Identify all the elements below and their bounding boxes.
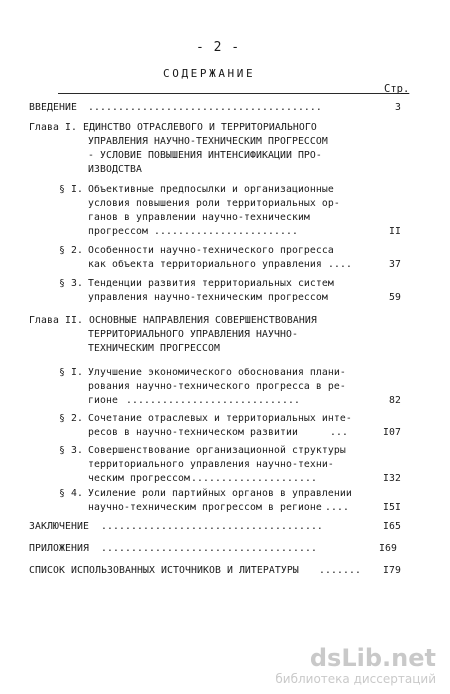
toc-page-number: II <box>389 226 401 237</box>
toc-page-number: 3 <box>395 102 401 113</box>
toc-entry-line: гионе <box>88 395 118 406</box>
section-marker: § 3. <box>59 445 83 456</box>
toc-entry-title: СПИСОК ИСПОЛЬЗОВАННЫХ ИСТОЧНИКОВ И ЛИТЕРАТУРЫ <box>29 565 299 576</box>
toc-entry-line: ганов в управлении научно-техническим <box>88 212 310 223</box>
toc-entry-line: Усиление роли партийных органов в управлении <box>88 488 352 499</box>
section-marker: § I. <box>59 184 83 195</box>
toc-entry-line: Особенности научно-технического прогресса <box>88 245 334 256</box>
toc-page-number: I07 <box>383 427 401 438</box>
toc-page-number: 59 <box>389 292 401 303</box>
toc-page-number: I65 <box>383 521 401 532</box>
toc-entry-line: ресов в научно-техническом развитии <box>88 427 298 438</box>
toc-entry-title: ПРИЛОЖЕНИЯ <box>29 543 89 554</box>
toc-entry-line: - УСЛОВИЕ ПОВЫШЕНИЯ ИНТЕНСИФИКАЦИИ ПРО- <box>88 150 322 161</box>
watermark <box>275 646 436 686</box>
toc-entry-line: Улучшение экономического обоснования плани- <box>88 367 346 378</box>
toc-entry-title: ЗАКЛЮЧЕНИЕ <box>29 521 89 532</box>
watermark-tagline: библиотека диссертаций <box>275 672 436 686</box>
toc-entry-line: Глава II. ОСНОВНЫЕ НАПРАВЛЕНИЯ СОВЕРШЕНСТВОВАНИЯ <box>29 315 317 326</box>
toc-page-number: 37 <box>389 259 401 270</box>
toc-entry-line: рования научно-технического прогресса в ре- <box>88 381 346 392</box>
toc-entry-line: ТЕРРИТОРИАЛЬНОГО УПРАВЛЕНИЯ НАУЧНО- <box>88 329 298 340</box>
toc-entry-line: ИЗВОДСТВА <box>88 164 142 175</box>
header-rule <box>58 93 401 94</box>
dot-leader: .... <box>328 259 352 270</box>
toc-entry-line: УПРАВЛЕНИЯ НАУЧНО-ТЕХНИЧЕСКИМ ПРОГРЕССОМ <box>88 136 328 147</box>
page-number: - 2 - <box>196 40 241 55</box>
section-marker: § 2. <box>59 413 83 424</box>
toc-page-number: I69 <box>379 543 397 554</box>
watermark-logo: dsLib.net <box>309 644 436 672</box>
section-marker: § I. <box>59 367 83 378</box>
toc-entry-line: ческим прогрессом <box>88 473 190 484</box>
toc-entry-line: Объективные предпосылки и организационные <box>88 184 334 195</box>
dot-leader: ..................................... <box>101 521 323 532</box>
dot-leader: .................................... <box>101 543 317 554</box>
section-marker: § 2. <box>59 245 83 256</box>
toc-entry-line: условия повышения роли территориальных ор- <box>88 198 340 209</box>
page-title: СОДЕРЖАНИЕ <box>163 67 256 80</box>
toc-page-number: I79 <box>383 565 401 576</box>
page-column-label: Стр. <box>384 83 410 95</box>
toc-entry-line: как объекта территориального управления <box>88 259 322 270</box>
toc-entry-line: научно-техническим прогрессом в регионе <box>88 502 322 513</box>
dot-leader: ............................. <box>126 395 300 406</box>
toc-entry-title: ВВЕДЕНИЕ <box>29 102 77 113</box>
toc-entry-line: Сочетание отраслевых и территориальных инте- <box>88 413 352 424</box>
toc-page-number: I5I <box>383 502 401 513</box>
toc-page-number: 82 <box>389 395 401 406</box>
toc-entry-line: территориального управления научно-техни- <box>88 459 334 470</box>
dot-leader: ..................... <box>191 473 317 484</box>
dot-leader: ....................................... <box>88 102 322 113</box>
toc-entry-line: Глава I. ЕДИНСТВО ОТРАСЛЕВОГО И ТЕРРИТОРИАЛЬНОГО <box>29 122 317 133</box>
dot-leader: ... <box>330 427 348 438</box>
dot-leader: .... <box>325 502 349 513</box>
toc-entry-line: Совершенствование организационной структуры <box>88 445 346 456</box>
section-marker: § 4. <box>59 488 83 499</box>
toc-entry-line: прогрессом <box>88 226 148 237</box>
section-marker: § 3. <box>59 278 83 289</box>
toc-page-number: I32 <box>383 473 401 484</box>
dot-leader: ........................ <box>154 226 298 237</box>
toc-entry-line: ТЕХНИЧЕСКИМ ПРОГРЕССОМ <box>88 343 220 354</box>
toc-entry-line: управления научно-техническим прогрессом <box>88 292 328 303</box>
toc-entry-line: Тенденции развития территориальных систем <box>88 278 334 289</box>
dot-leader: ....... <box>319 565 361 576</box>
